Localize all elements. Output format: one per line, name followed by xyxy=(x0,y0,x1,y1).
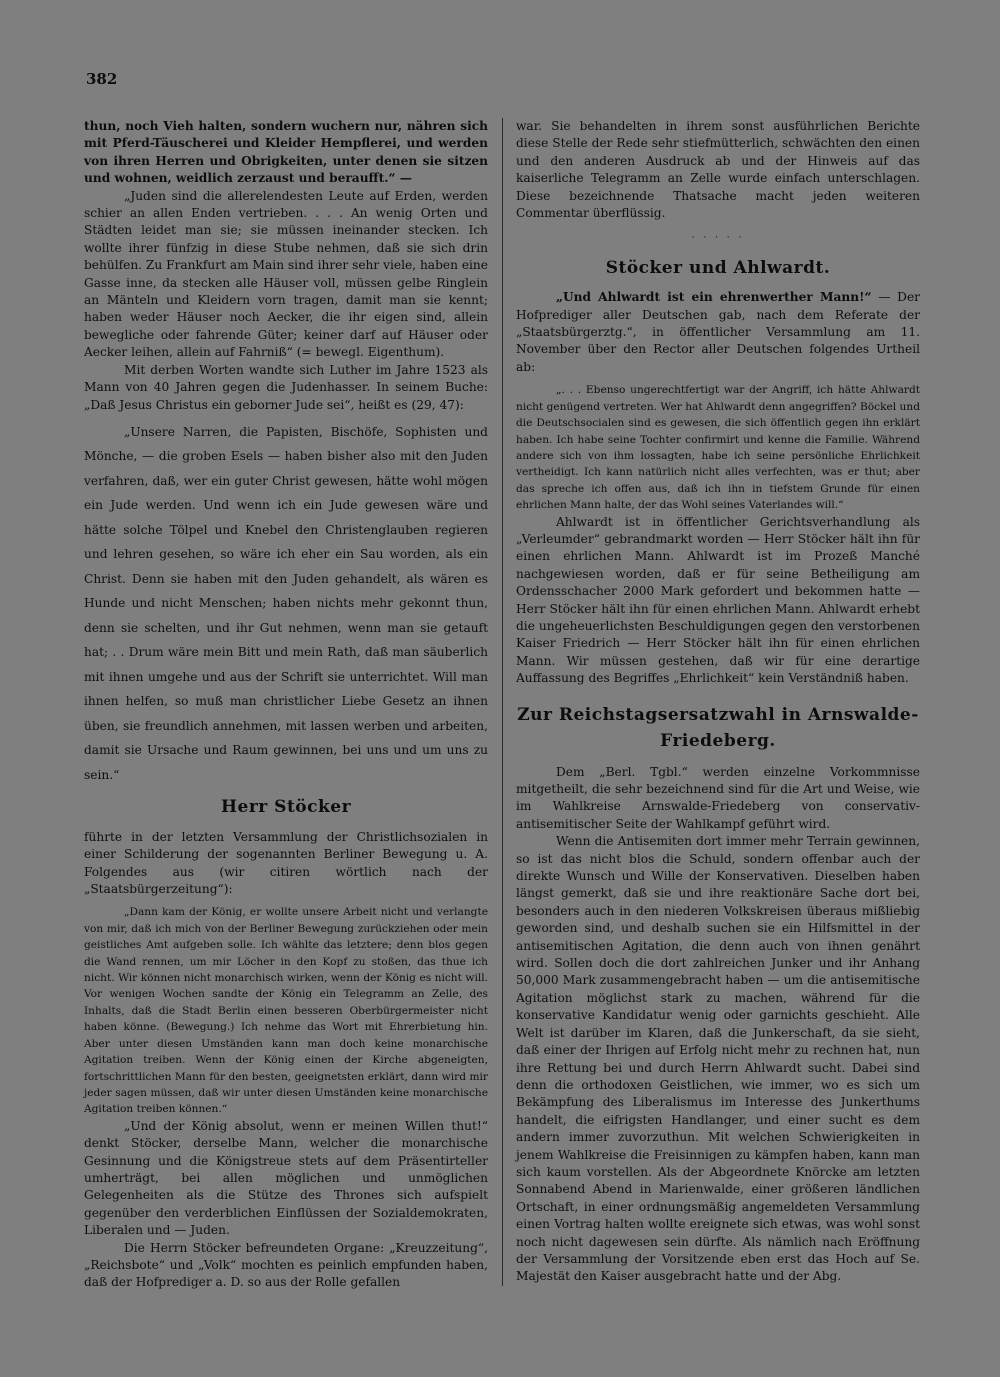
page-number: 382 xyxy=(86,70,118,88)
paragraph: „Und der König absolut, wenn er meinen Willen thut!“ denkt Stöcker, derselbe Mann, welcher die monarchische Gesinnung und die Königstreue stets auf dem Präsentirteller umherträgt, bei allen möglichen und unmöglichen Gelegenheiten als die Stütze des Thrones sich aufspielt gegenüber den verderblichen Einflüssen der Sozialdemokraten, Liberalen und — Juden. xyxy=(84,1118,488,1238)
luther-quote: „Unsere Narren, die Papisten, Bischöfe, Sophisten und Mönche, — die groben Esels — haben bisher also mit den Juden verfahren, daß, wer ein guter Christ gewesen, hätte wohl mögen ein Jude werden. Und wenn ich ein Jude gewesen wäre und hätte solche Tölpel und Knebel den Christenglauben regieren und lehren gesehen, so wäre ich eher ein Sau worden, als ein Christ. Denn sie haben mit den Juden gehandelt, als wären es Hunde und nicht Menschen; haben nichts mehr gekonnt thun, denn sie schelten, und ihr Gut nehmen, wenn man sie getauft hat; . . Drum wäre mein Bitt und mein Rath, daß man säuberlich mit ihnen umgehe und aus der Schrift sie unterrichtet. Will man ihnen helfen, so muß man christlicher Liebe Gesetz an ihnen üben, sie freundlich annehmen, mit lassen werben und arbeiten, damit sie Ursache und Raum gewinnen, bei uns und um uns zu sein.“ xyxy=(84,424,488,782)
separator: · · · · · xyxy=(691,233,745,244)
paragraph: Ahlwardt ist in öffentlicher Gerichtsverhandlung als „Verleumder“ gebrandmarkt worden — Herr Stöcker hält ihn für einen ehrlichen Mann. Ahlwardt ist im Prozeß Manché nachgewiesen worden, daß er für seine Betheiligung am Ordensschacher 2000 Mark gefordert und bekommen hatte — Herr Stöcker hält ihn für einen ehrlichen Mann. Ahlwardt erhebt die ungeheuerlichsten Beschuldigungen gegen den verstorbenen Kaiser Friedrich — Herr Stöcker hält ihn für einen ehrlichen Mann. Wir müssen gestehen, daß wir für eine derartige Auffassung des Begriffes „Ehrlichkeit“ kein Verständniß haben. xyxy=(516,514,920,686)
left-column xyxy=(84,118,488,1292)
paragraph-text: — Der Hofprediger aller Deutschen gab, nach dem Referate der „Staatsbürgerztg.“, in öffentlicher Versammlung am 11. November über den Rector aller Deutschen folgendes Urtheil ab: xyxy=(516,290,920,374)
section-heading: Herr Stöcker xyxy=(220,797,352,818)
stoecker-quote: „Dann kam der König, er wollte unsere Arbeit nicht und verlangte von mir, daß ich mich von der Berliner Bewegung zurückziehen oder mein geistliches Amt aufgeben solle. Ich wählte das letztere; denn blos gegen die Wand rennen, um mir Löcher in den Kopf zu stoßen, das thue ich nicht. Wir können nicht monarchisch wirken, wenn der König es nicht will. Vor wenigen Wochen sandte der König ein Telegramm an Zelle, des Inhalts, daß die Stadt Berlin einen besseren Oberbürgermeister nicht haben könne. (Bewegung.) Ich nehme das Wort mit Ehrerbietung hin. Aber unter diesen Umständen kann man doch keine monarchische Agitation treiben. Wenn der König einen der Kirche abgeneigten, fortschrittlichen Mann für den besten, geeignetsten erklärt, dann wird mir jeder sagen müssen, daß wir unter diesen Umständen keine monarchische Agitation treiben können.“ xyxy=(84,906,488,1116)
heading-line: Friedeberg. xyxy=(660,730,776,751)
section-heading: Stöcker und Ahlwardt. xyxy=(605,257,831,278)
heading-line: Zur Reichstagsersatzwahl in Arnswalde- xyxy=(517,704,919,725)
right-column xyxy=(516,118,920,1286)
paragraph: führte in der letzten Versammlung der Christlichsozialen in einer Schilderung der sogenannten Berliner Bewegung u. A. Folgendes aus (wir citiren wörtlich nach der „Staatsbürgerzeitung“): xyxy=(84,829,488,897)
paragraph: Die Herrn Stöcker befreundeten Organe: „Kreuzzeitung“, „Reichsbote“ und „Volk“ mochten es peinlich empfunden haben, daß der Hofprediger a. D. so aus der Rolle gefallen xyxy=(84,1240,488,1290)
lead-quote: „Und Ahlwardt ist ein ehrenwerther Mann!“ xyxy=(556,290,872,305)
section-heading xyxy=(516,702,920,754)
paragraph: „Juden sind die allerelendesten Leute auf Erden, werden schier an allen Enden vertrieben. . . . An wenig Orten und Städten leidet man sie; sie müssen ineinander stecken. Ich wollte ihrer fünfzig in diese Stube nehmen, daß sie sich drin behülfen. Zu Frankfurt am Main sind ihrer sehr viele, haben eine Gasse inne, da stecken alle Häuser voll, müssen gelbe Ringlein an Mänteln und Kleidern vorn tragen, damit man sie kennt; haben weder Häuser noch Aecker, die ihr eigen sind, allein bewegliche oder fahrende Güter; keiner darf auf Häuser oder Aecker leihen, allein auf Fahrniß“ (= bewegl. Eigenthum). xyxy=(84,188,488,360)
stoecker-quote: „. . . Ebenso ungerechtfertigt war der Angriff, ich hätte Ahlwardt nicht genügend vertreten. Wer hat Ahlwardt denn angegriffen? Böckel und die Deutschsocialen sind es gewesen, die sich öffentlich gegen ihn erklärt haben. Ich habe seine Tochter confirmirt und kenne die Familie. Während andere sich von ihm lossagten, habe ich seine persönliche Ehrlichkeit vertheidigt. Ich kann natürlich nicht alles verfechten, was er thut; aber das spreche ich offen aus, daß ich ihn in tiefstem Grunde für einen ehrlichen Mann halte, der das Wohl seines Vaterlandes will.“ xyxy=(516,384,920,512)
column-divider xyxy=(502,118,503,1286)
paragraph: Mit derben Worten wandte sich Luther im Jahre 1523 als Mann von 40 Jahren gegen die Judenhasser. In seinem Buche: „Daß Jesus Christus ein geborner Jude sei“, heißt es (29, 47): xyxy=(84,362,488,412)
paragraph: Wenn die Antisemiten dort immer mehr Terrain gewinnen, so ist das nicht blos die Schuld, sondern offenbar auch der direkte Wunsch und Wille der Konservativen. Dieselben haben längst gemerkt, daß sie und ihre reaktionäre Sache dort bei, besonders auch in den niederen Volkskreisen überaus mißliebig geworden sind, und deshalb suchen sie ein Hilfsmittel in der antisemitischen Agitation, die denn auch von ihnen genährt wird. Sollen doch die dort zahlreichen Junker und ihr Anhang 50,000 Mark zusammengebracht haben — um die antisemitische Agitation möglichst stark zu machen, während für die konservative Kandidatur wenig oder garnichts geschieht. Alle Welt ist darüber im Klaren, daß die Junkerschaft, da sie sieht, daß einer der Ihrigen auf Erfolg nicht mehr zu rechnen hat, nun ihre Rettung bei und durch Herrn Ahlwardt sucht. Dabei sind denn die orthodoxen Geistlichen, wie immer, wo es sich um Bekämpfung des Liberalismus im Interesse des Junkerthums handelt, die eifrigsten Handlanger, und einer sucht es dem andern immer zuvorzuthun. Mit welchen Schwierigkeiten in jenem Wahlkreise die Freisinnigen zu kämpfen haben, kann man sich kaum vorstellen. Als der Abgeordnete Knörcke am letzten Sonnabend Abend in Marienwalde, einer größeren ländlichen Ortschaft, in einer ordnungsmäßig angemeldeten Versammlung einen Vortrag halten wollte ereignete sich etwas, was wohl sonst noch nicht dagewesen sein dürfte. Als nämlich nach Eröffnung der Versammlung der Vorsitzende eben erst das Hoch auf Se. Majestät den Kaiser ausgebracht hatte und der Abg. xyxy=(516,834,920,1284)
paragraph: Dem „Berl. Tgbl.“ werden einzelne Vorkommnisse mitgetheilt, die sehr bezeichnend sind für die Art und Weise, wie im Wahlkreise Arnswalde-Friedeberg von conservativ-antisemitischer Seite der Wahlkampf geführt wird. xyxy=(516,764,920,831)
paragraph: thun, noch Vieh halten, sondern wuchern nur, nähren sich mit Pferd-Täuscherei und Kleider Hempflerei, und werden von ihren Herren und Obrigkeiten, unter denen sie sitzen und wohnen, weidlich zerzaust und beraufft.“ — xyxy=(84,119,488,186)
paragraph xyxy=(516,289,920,376)
paragraph: war. Sie behandelten in ihrem sonst ausführlichen Berichte diese Stelle der Rede sehr stiefmütterlich, schwächten den einen und den anderen Ausdruck ab und der Hinweis auf das kaiserliche Telegramm an Zelle wurde einfach unterschlagen. Diese bezeichnende Thatsache macht jeden weiteren Commentar überflüssig. xyxy=(516,119,920,221)
